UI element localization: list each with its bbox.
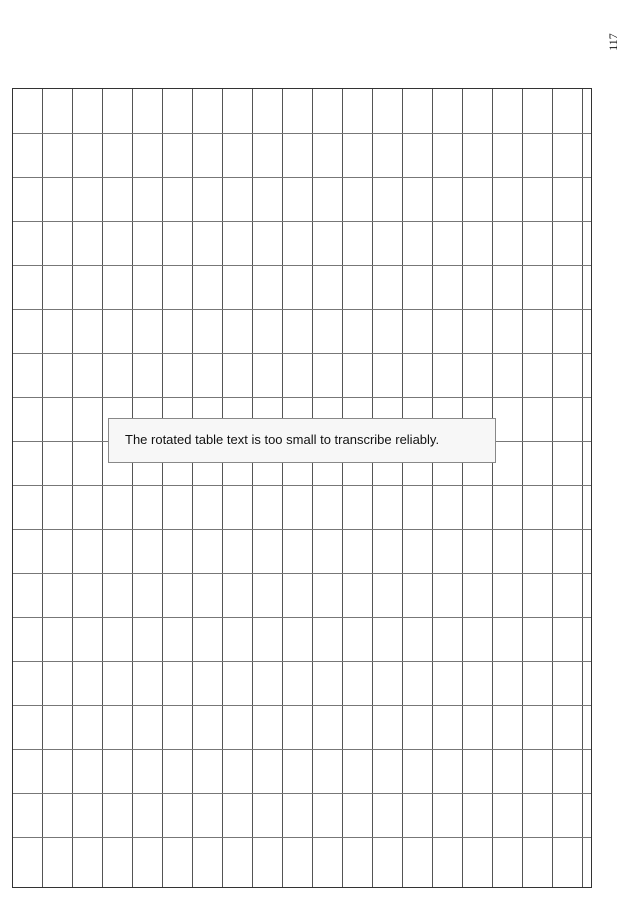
unreadable-table-area (12, 88, 592, 888)
transcription-notice: The rotated table text is too small to transcribe reliably. (108, 418, 496, 463)
rotated-document-table (12, 88, 592, 888)
page-number: 117 (605, 33, 620, 51)
